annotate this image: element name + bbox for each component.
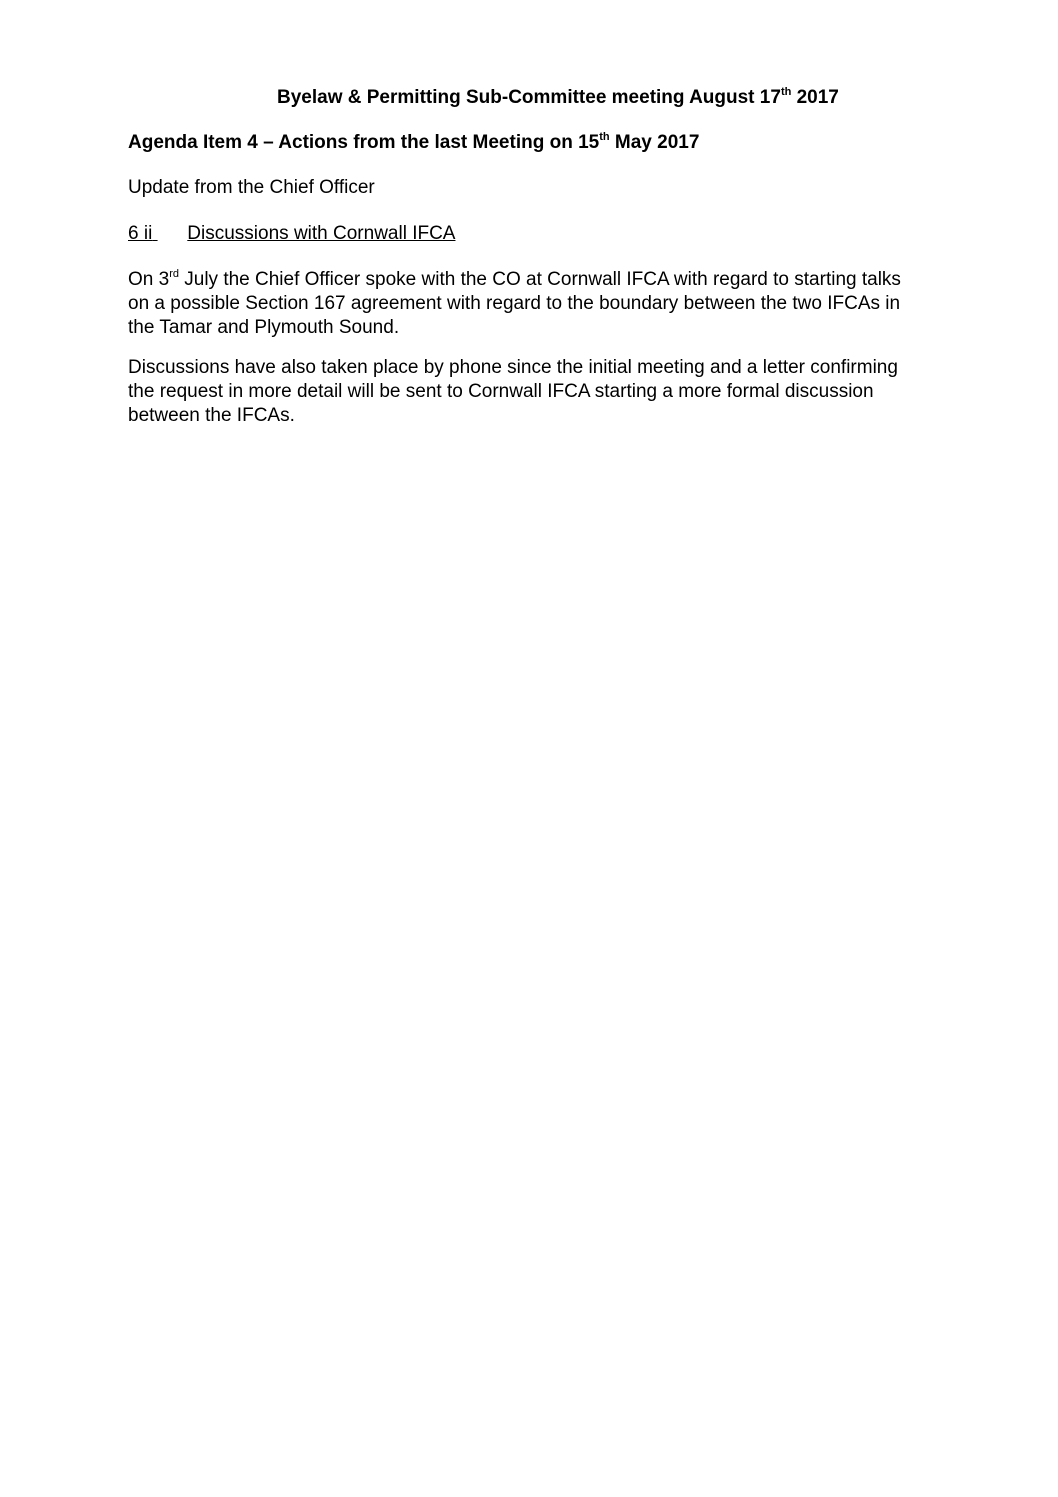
update-line: Update from the Chief Officer bbox=[128, 177, 375, 198]
agenda-item-heading: Agenda Item 4 – Actions from the last Meeting on 15th May 2017 bbox=[128, 130, 700, 153]
section-heading bbox=[128, 222, 455, 246]
paragraph-2 bbox=[128, 356, 938, 428]
date-superscript: rd bbox=[169, 267, 179, 280]
document-title: Byelaw & Permitting Sub-Committee meeting August 17th 2017 bbox=[277, 85, 839, 108]
paragraph-1 bbox=[128, 268, 938, 340]
paragraph-2-line-3: between the IFCAs. bbox=[128, 405, 295, 426]
title-superscript: th bbox=[780, 85, 792, 98]
paragraph-1-line-2: on a possible Section 167 agreement with regard to the boundary between the two IFCAs in bbox=[128, 293, 901, 314]
paragraph-1-line-1: On 3rd July the Chief Officer spoke with the CO at Cornwall IFCA with regard to starting talks bbox=[128, 267, 901, 290]
paragraph-2-line-1: Discussions have also taken place by phone since the initial meeting and a letter confirming bbox=[128, 357, 898, 378]
section-number: 6 ii bbox=[128, 223, 153, 244]
paragraph-2-line-2: the request in more detail will be sent to Cornwall IFCA starting a more formal discussion bbox=[128, 381, 874, 402]
section-title: Discussions with Cornwall IFCA bbox=[187, 223, 456, 244]
paragraph-1-line-3: the Tamar and Plymouth Sound. bbox=[128, 317, 400, 338]
section-tab-underline bbox=[152, 222, 187, 246]
agenda-superscript: th bbox=[599, 130, 610, 143]
